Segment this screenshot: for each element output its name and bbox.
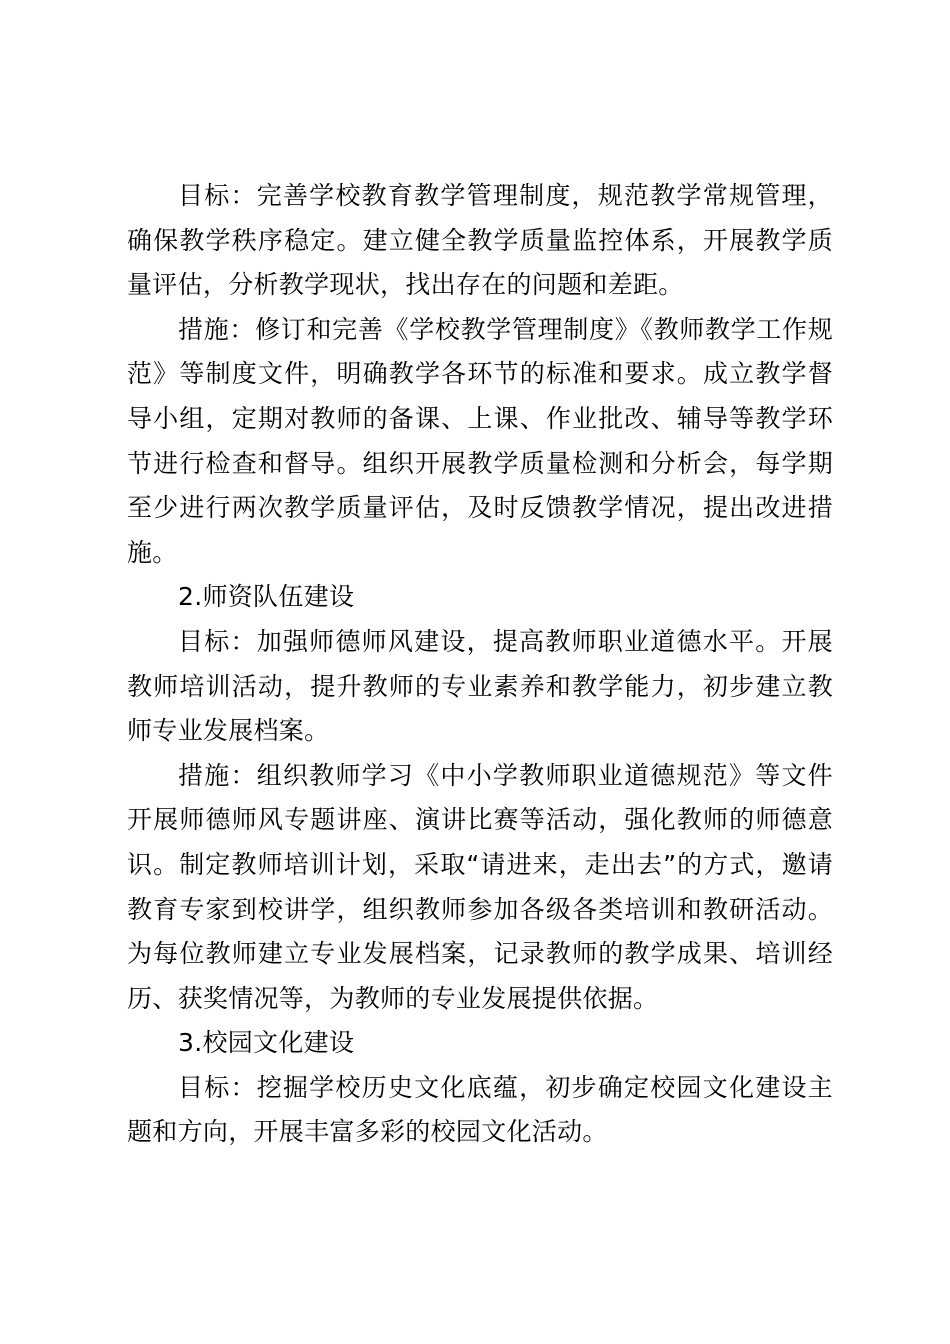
section-heading-campus-culture: 3.校园文化建设 xyxy=(178,1028,355,1058)
paragraph-measures-management: 措施：修订和完善《学校教学管理制度》《教师教学工作规范》等制度文件，明确教学各环节的标准和要求。成立教学督导小组，定期对教师的备课、上课、作业批改、辅导等教学环节进行检查和督导。组织开展教学质量检测和分析会，每学期至少进行两次教学质量评估，及时反馈教学情况，提出改进措施。 xyxy=(127,314,833,567)
document-body xyxy=(127,174,833,1155)
paragraph-goal-management: 目标：完善学校教育教学管理制度，规范教学常规管理，确保教学秩序稳定。建立健全教学质量监控体系，开展教学质量评估，分析教学现状，找出存在的问题和差距。 xyxy=(127,181,833,300)
paragraph-goal-teacher-team: 目标：加强师德师风建设，提高教师职业道德水平。开展教师培训活动，提升教师的专业素养和教学能力，初步建立教师专业发展档案。 xyxy=(127,626,833,746)
paragraph-goal-campus-culture: 目标：挖掘学校历史文化底蕴，初步确定校园文化建设主题和方向，开展丰富多彩的校园文化活动。 xyxy=(127,1072,833,1147)
section-heading-teacher-team: 2.师资队伍建设 xyxy=(178,582,355,612)
paragraph-measures-teacher-team: 措施：组织教师学习《中小学教师职业道德规范》等文件开展师德师风专题讲座、演讲比赛等活动，强化教师的师德意识。制定教师培训计划，采取“请进来，走出去”的方式，邀请教育专家到校讲学，组织教师参加各级各类培训和教研活动。为每位教师建立专业发展档案，记录教师的教学成果、培训经历、获奖情况等，为教师的专业发展提供依据。 xyxy=(127,760,833,1013)
